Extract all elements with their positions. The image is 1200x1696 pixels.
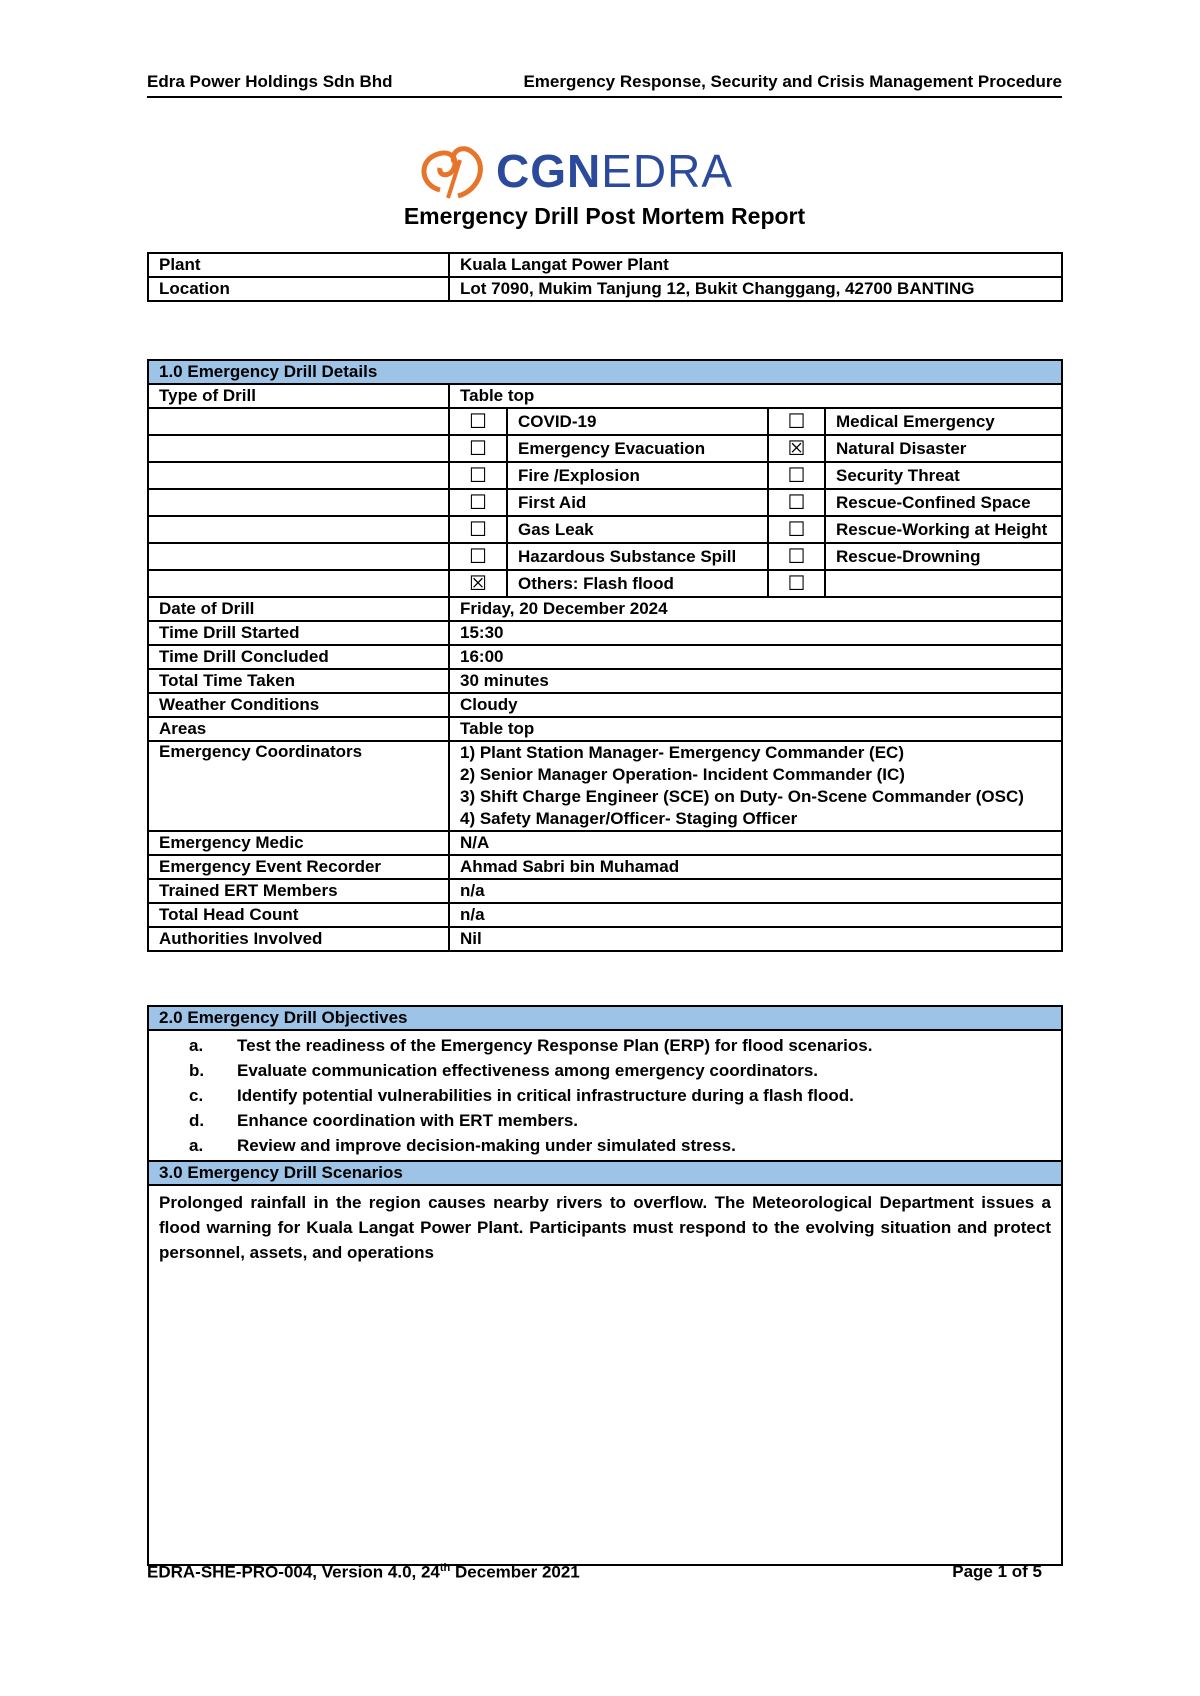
detail-row bbox=[148, 693, 1062, 717]
objectives-list bbox=[148, 1030, 1062, 1161]
detail-label: Authorities Involved bbox=[148, 927, 449, 951]
drill-type-spacer bbox=[148, 435, 449, 462]
company-name: Edra Power Holdings Sdn Bhd bbox=[147, 72, 393, 91]
checkbox-icon[interactable]: ☐ bbox=[768, 516, 825, 543]
drill-type-option: Medical Emergency bbox=[825, 408, 1062, 435]
checkbox-icon[interactable]: ☐ bbox=[449, 516, 507, 543]
logo-wordmark: CGNEDRA bbox=[496, 145, 734, 197]
objective-item: a. Review and improve decision-making under simulated stress. bbox=[189, 1136, 736, 1155]
page-footer bbox=[147, 1562, 1042, 1588]
drill-type-spacer bbox=[148, 408, 449, 435]
detail-value: N/A bbox=[449, 831, 1062, 855]
drill-type-option: Rescue-Confined Space bbox=[825, 489, 1062, 516]
coordinators-list bbox=[449, 741, 1062, 831]
checkbox-icon[interactable]: ☐ bbox=[768, 489, 825, 516]
detail-value: 30 minutes bbox=[449, 669, 1062, 693]
drill-type-option: Fire /Explosion bbox=[507, 462, 768, 489]
drill-type-option: Emergency Evacuation bbox=[507, 435, 768, 462]
company-logo bbox=[410, 140, 750, 202]
objective-item: c. Identify potential vulnerabilities in critical infrastructure during a flash flood. bbox=[189, 1086, 854, 1105]
drill-type-row bbox=[148, 489, 1062, 516]
objective-item: b. Evaluate communication effectiveness among emergency coordinators. bbox=[189, 1061, 819, 1080]
detail-label: Trained ERT Members bbox=[148, 879, 449, 903]
detail-value: Cloudy bbox=[449, 693, 1062, 717]
plant-info-table bbox=[147, 252, 1063, 302]
coordinator-item: 4) Safety Manager/Officer- Staging Officer bbox=[460, 809, 798, 828]
detail-value: Friday, 20 December 2024 bbox=[449, 597, 1062, 621]
detail-row bbox=[148, 855, 1062, 879]
detail-label: Total Head Count bbox=[148, 903, 449, 927]
checkbox-icon[interactable]: ☐ bbox=[768, 543, 825, 570]
drill-type-option: Natural Disaster bbox=[825, 435, 1062, 462]
detail-label: Date of Drill bbox=[148, 597, 449, 621]
checkbox-icon[interactable]: ☐ bbox=[449, 543, 507, 570]
section-title-details: 1.0 Emergency Drill Details bbox=[148, 360, 1062, 384]
drill-type-option: Gas Leak bbox=[507, 516, 768, 543]
detail-value: 15:30 bbox=[449, 621, 1062, 645]
edra-logo-mark-icon bbox=[410, 140, 500, 202]
drill-type-option: Security Threat bbox=[825, 462, 1062, 489]
drill-type-row bbox=[148, 516, 1062, 543]
checkbox-icon[interactable]: ☒ bbox=[449, 570, 507, 597]
drill-type-row bbox=[148, 435, 1062, 462]
checkbox-icon[interactable]: ☒ bbox=[768, 435, 825, 462]
drill-type-option: Rescue-Drowning bbox=[825, 543, 1062, 570]
detail-row bbox=[148, 669, 1062, 693]
checkbox-icon[interactable]: ☐ bbox=[449, 408, 507, 435]
drill-type-option bbox=[825, 570, 1062, 597]
report-title: Emergency Drill Post Mortem Report bbox=[403, 203, 806, 229]
scenario-text: Prolonged rainfall in the region causes nearby rivers to overflow. The Meteorological Department issues a flood warning for Kuala Langat Power Plant. Participants must respond to the evolving situation and protect personnel, assets, and operations bbox=[148, 1185, 1062, 1565]
checkbox-icon[interactable]: ☐ bbox=[768, 462, 825, 489]
detail-label: Weather Conditions bbox=[148, 693, 449, 717]
coordinator-item: 1) Plant Station Manager- Emergency Commander (EC) bbox=[460, 743, 904, 762]
detail-row bbox=[148, 717, 1062, 741]
drill-type-row bbox=[148, 408, 1062, 435]
section-title-scenarios: 3.0 Emergency Drill Scenarios bbox=[148, 1161, 1062, 1185]
detail-label: Time Drill Concluded bbox=[148, 645, 449, 669]
checkbox-icon[interactable]: ☐ bbox=[449, 435, 507, 462]
checkbox-icon[interactable]: ☐ bbox=[768, 570, 825, 597]
page-number: Page 1 of 5 bbox=[952, 1562, 1042, 1581]
drill-type-spacer bbox=[148, 516, 449, 543]
drill-type-spacer bbox=[148, 489, 449, 516]
drill-type-row bbox=[148, 462, 1062, 489]
drill-type-option: Rescue-Working at Height bbox=[825, 516, 1062, 543]
detail-value: n/a bbox=[449, 879, 1062, 903]
detail-label: Areas bbox=[148, 717, 449, 741]
drill-type-row bbox=[148, 570, 1062, 597]
drill-type-row bbox=[148, 543, 1062, 570]
drill-type-spacer bbox=[148, 462, 449, 489]
objectives-table bbox=[147, 1005, 1063, 1566]
drill-type-option: First Aid bbox=[507, 489, 768, 516]
checkbox-icon[interactable]: ☐ bbox=[449, 489, 507, 516]
type-label: Type of Drill bbox=[148, 384, 449, 408]
checkbox-icon[interactable]: ☐ bbox=[768, 408, 825, 435]
objective-item: a. Test the readiness of the Emergency Response Plan (ERP) for flood scenarios. bbox=[189, 1036, 873, 1055]
detail-row bbox=[148, 879, 1062, 903]
location-label: Location bbox=[148, 277, 449, 301]
detail-value: Table top bbox=[449, 717, 1062, 741]
section-title-objectives: 2.0 Emergency Drill Objectives bbox=[148, 1006, 1062, 1030]
detail-value: Nil bbox=[449, 927, 1062, 951]
objective-item: d. Enhance coordination with ERT members. bbox=[189, 1111, 578, 1130]
detail-row bbox=[148, 621, 1062, 645]
detail-value: n/a bbox=[449, 903, 1062, 927]
detail-value: 16:00 bbox=[449, 645, 1062, 669]
location-value: Lot 7090, Mukim Tanjung 12, Bukit Changgang, 42700 BANTING bbox=[449, 277, 1062, 301]
detail-label: Total Time Taken bbox=[148, 669, 449, 693]
plant-label: Plant bbox=[148, 253, 449, 277]
detail-row bbox=[148, 597, 1062, 621]
type-value: Table top bbox=[449, 384, 1062, 408]
detail-row bbox=[148, 927, 1062, 951]
drill-type-option: COVID-19 bbox=[507, 408, 768, 435]
detail-value: Ahmad Sabri bin Muhamad bbox=[449, 855, 1062, 879]
detail-row bbox=[148, 831, 1062, 855]
drill-type-spacer bbox=[148, 543, 449, 570]
drill-type-spacer bbox=[148, 570, 449, 597]
detail-label: Time Drill Started bbox=[148, 621, 449, 645]
checkbox-icon[interactable]: ☐ bbox=[449, 462, 507, 489]
detail-label: Emergency Event Recorder bbox=[148, 855, 449, 879]
procedure-name: Emergency Response, Security and Crisis Management Procedure bbox=[523, 72, 1062, 91]
drill-type-option: Hazardous Substance Spill bbox=[507, 543, 768, 570]
plant-value: Kuala Langat Power Plant bbox=[449, 253, 1062, 277]
drill-type-option: Others: Flash flood bbox=[507, 570, 768, 597]
drill-details-table bbox=[147, 359, 1063, 952]
coordinator-item: 3) Shift Charge Engineer (SCE) on Duty- On-Scene Commander (OSC) bbox=[460, 787, 1024, 806]
detail-label: Emergency Medic bbox=[148, 831, 449, 855]
detail-row bbox=[148, 645, 1062, 669]
coordinators-label: Emergency Coordinators bbox=[148, 741, 449, 831]
detail-row bbox=[148, 903, 1062, 927]
document-reference: EDRA-SHE-PRO-004, Version 4.0, 24th December 2021 bbox=[147, 1562, 580, 1582]
coordinator-item: 2) Senior Manager Operation- Incident Commander (IC) bbox=[460, 765, 905, 784]
page-header bbox=[147, 70, 1062, 98]
